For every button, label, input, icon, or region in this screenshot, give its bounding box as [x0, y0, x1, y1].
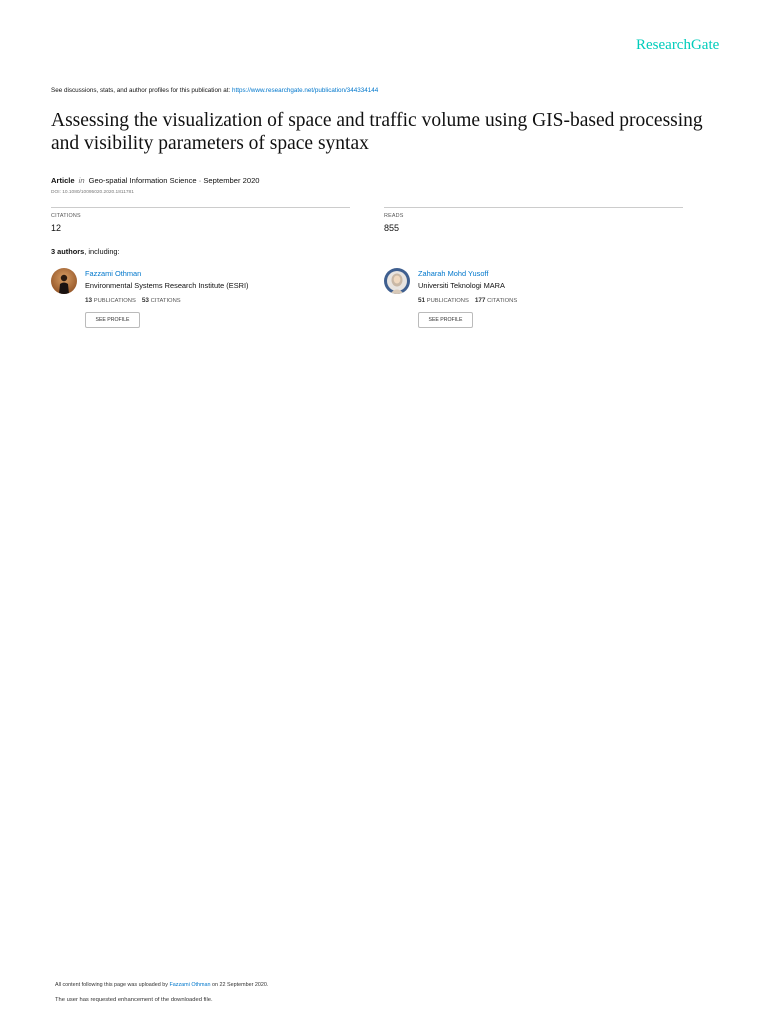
publication-title: Assessing the visualization of space and traffic volume using GIS-based processing and visibility parameters of space syntax — [51, 110, 703, 154]
journal-date: Geo-spatial Information Science · September 2020 — [88, 176, 260, 185]
divider-reads — [384, 207, 683, 208]
in-word: in — [78, 176, 85, 185]
authors-including: , including: — [84, 247, 120, 256]
authors-count: 3 authors — [51, 247, 85, 256]
publications-label: PUBLICATIONS — [426, 298, 469, 304]
author-institution: Environmental Systems Research Institute (ESRI) — [85, 281, 249, 290]
publication-type: Article — [51, 176, 75, 185]
reads-value: 855 — [384, 223, 400, 233]
author-stats — [418, 297, 517, 304]
see-profile-button[interactable]: SEE PROFILE — [418, 312, 473, 328]
author-citations-count: 53 — [141, 297, 149, 304]
enhancement-note: The user has requested enhancement of the downloaded file. — [55, 997, 213, 1003]
researchgate-logo[interactable]: ResearchGate — [636, 37, 720, 53]
author-card — [51, 268, 351, 332]
avatar-photo-icon — [51, 268, 77, 294]
upload-prefix: All content following this page was uploaded by — [55, 982, 170, 988]
avatar[interactable] — [51, 268, 77, 294]
discussion-prefix: See discussions, stats, and author profiles for this publication at: — [51, 87, 232, 94]
publications-count: 51 — [418, 297, 426, 304]
reads-label: READS — [384, 213, 404, 219]
divider-citations — [51, 207, 350, 208]
avatar-photo-icon — [384, 268, 410, 294]
author-citations-count: 177 — [474, 297, 486, 304]
doi: DOI: 10.1080/10095020.2020.1811781 — [51, 190, 134, 195]
author-citations-label: CITATIONS — [487, 298, 518, 304]
citations-value: 12 — [51, 223, 62, 233]
upload-suffix: on 22 September 2020. — [210, 982, 269, 988]
publication-meta — [51, 176, 260, 185]
author-name-link[interactable]: Fazzami Othman — [85, 269, 142, 278]
discussion-line — [51, 87, 378, 94]
see-profile-button[interactable]: SEE PROFILE — [85, 312, 140, 328]
uploader-link[interactable]: Fazzami Othman — [169, 982, 211, 988]
avatar[interactable] — [384, 268, 410, 294]
publications-count: 13 — [85, 297, 93, 304]
publications-label: PUBLICATIONS — [93, 298, 136, 304]
authors-heading — [51, 247, 120, 256]
publication-link[interactable]: https://www.researchgate.net/publication/344334144 — [231, 87, 379, 94]
upload-note — [55, 982, 268, 988]
author-citations-label: CITATIONS — [150, 298, 181, 304]
author-stats — [85, 297, 181, 304]
author-card — [384, 268, 684, 332]
citations-label: CITATIONS — [51, 213, 81, 219]
author-name-link[interactable]: Zaharah Mohd Yusoff — [418, 269, 489, 278]
author-institution: Universiti Teknologi MARA — [418, 281, 505, 290]
